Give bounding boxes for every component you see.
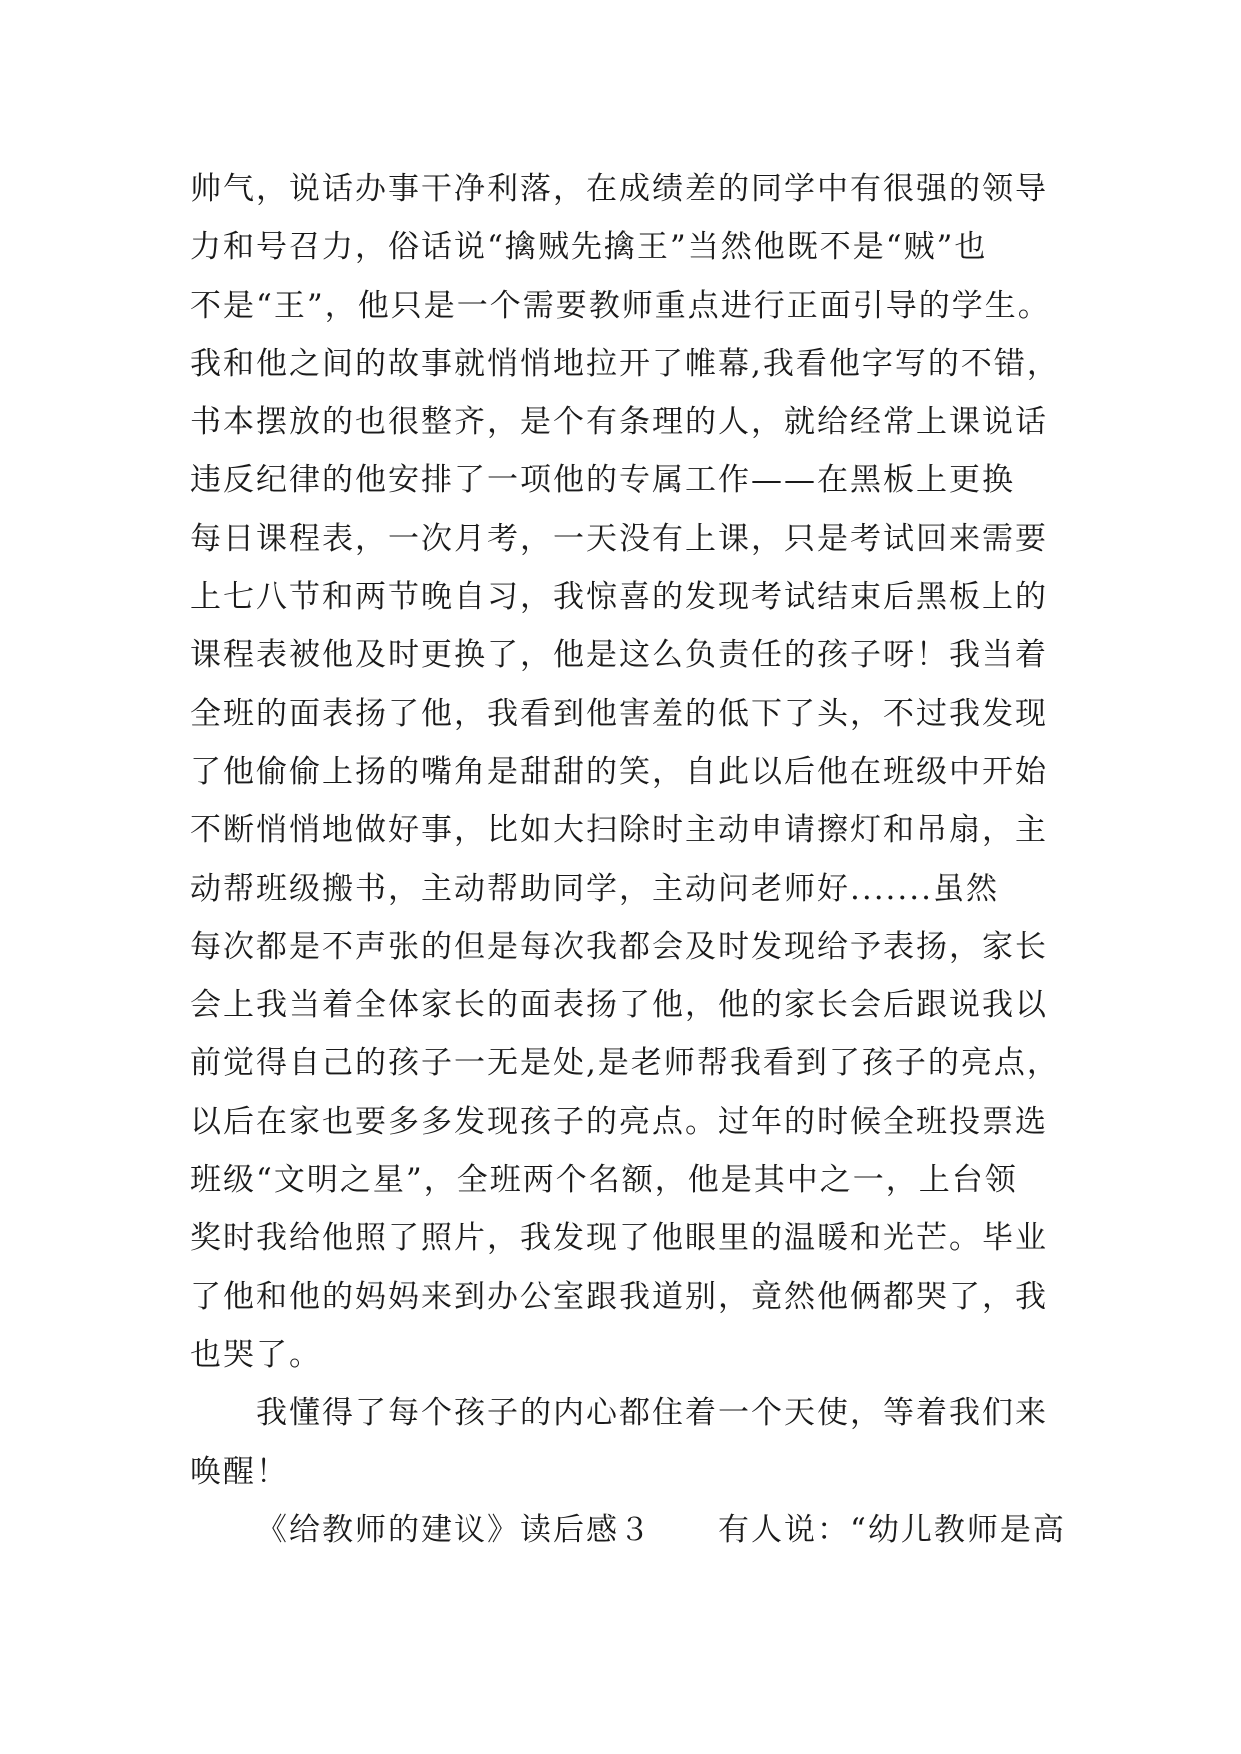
text-line: 每日课程表，一次月考，一天没有上课，只是考试回来需要 bbox=[190, 520, 1048, 557]
section-heading-line: 《给教师的建议》读后感３ 有人说：“幼儿教师是高 bbox=[256, 1511, 1066, 1548]
text-line: 班级“文明之星”，全班两个名额，他是其中之一，上台领 bbox=[190, 1162, 1018, 1199]
text-line: 了他偷偷上扬的嘴角是甜甜的笑，自此以后他在班级中开始 bbox=[190, 753, 1048, 790]
text-line: 也哭了。 bbox=[190, 1336, 322, 1373]
text-line: 以后在家也要多多发现孩子的亮点。过年的时候全班投票选 bbox=[190, 1103, 1048, 1140]
text-line: 书本摆放的也很整齐，是个有条理的人，就给经常上课说话 bbox=[190, 404, 1048, 441]
text-line: 我和他之间的故事就悄悄地拉开了帷幕,我看他字写的不错， bbox=[190, 345, 1060, 382]
text-line: 会上我当着全体家长的面表扬了他，他的家长会后跟说我以 bbox=[190, 987, 1048, 1024]
text-line: 每次都是不声张的但是每次我都会及时发现给予表扬，家长 bbox=[190, 928, 1048, 965]
text-line: 动帮班级搬书，主动帮助同学，主动问老师好.......虽然 bbox=[190, 870, 999, 907]
text-line: 力和号召力，俗话说“擒贼先擒王”当然他既不是“贼”也 bbox=[190, 229, 988, 266]
text-line: 帅气，说话办事干净利落，在成绩差的同学中有很强的领导 bbox=[190, 171, 1048, 207]
body-text bbox=[190, 160, 1070, 1559]
text-line: 全班的面表扬了他，我看到他害羞的低下了头，不过我发现 bbox=[190, 695, 1048, 732]
text-line: 了他和他的妈妈来到办公室跟我道别，竟然他俩都哭了，我 bbox=[190, 1278, 1048, 1315]
text-line: 上七八节和两节晚自习，我惊喜的发现考试结束后黑板上的 bbox=[190, 579, 1048, 616]
text-line: 前觉得自己的孩子一无是处,是老师帮我看到了孩子的亮点， bbox=[190, 1045, 1060, 1082]
text-line: 不是“王”，他只是一个需要教师重点进行正面引导的学生。 bbox=[190, 287, 1051, 324]
text-line: 不断悄悄地做好事，比如大扫除时主动申请擦灯和吊扇，主 bbox=[190, 812, 1048, 849]
text-line: 奖时我给他照了照片，我发现了他眼里的温暖和光芒。毕业 bbox=[190, 1220, 1048, 1257]
text-line: 违反纪律的他安排了一项他的专属工作——在黑板上更换 bbox=[190, 462, 1015, 499]
text-line: 唤醒！ bbox=[190, 1453, 289, 1490]
paragraph-line: 我懂得了每个孩子的内心都住着一个天使，等着我们来 bbox=[256, 1395, 1048, 1432]
text-line: 课程表被他及时更换了，他是这么负责任的孩子呀！我当着 bbox=[190, 637, 1048, 674]
